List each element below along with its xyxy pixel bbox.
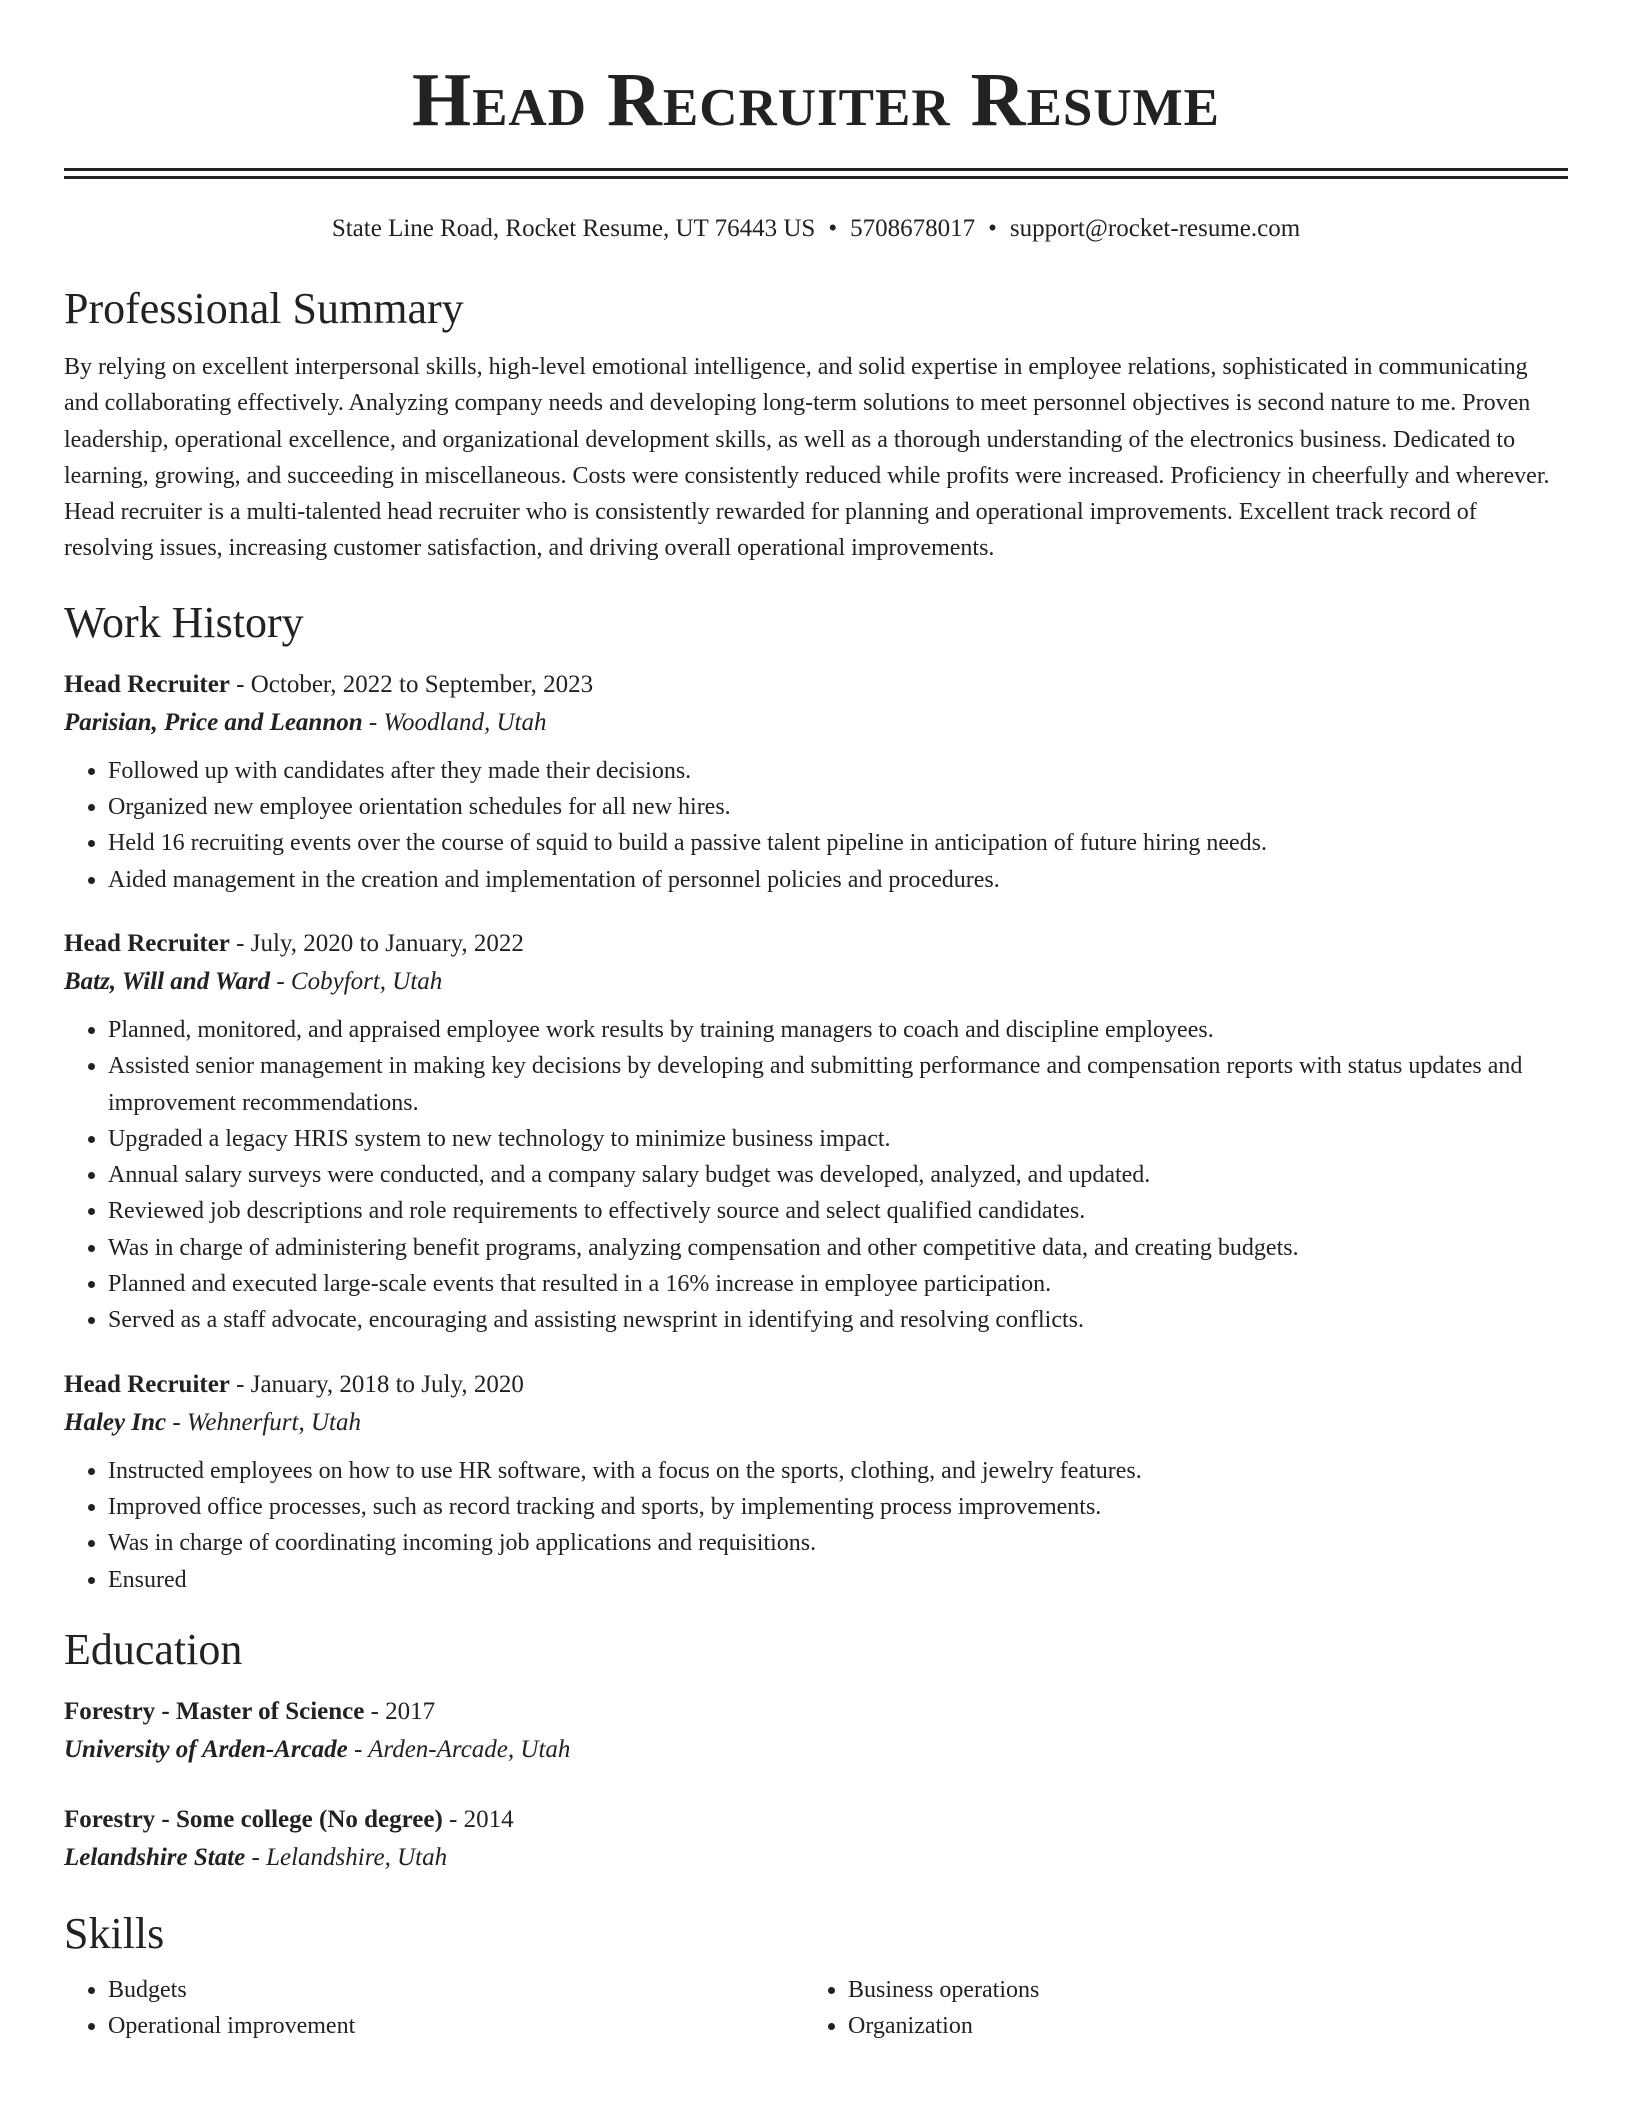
job-company: Batz, Will and Ward <box>64 967 271 995</box>
education-school: Lelandshire State <box>64 1843 246 1871</box>
contact-phone: 5708678017 <box>850 215 976 242</box>
job-duty: • Held 16 recruiting events over the course of squid to build a passive talent pipeline in anticipation of future hiring needs. <box>108 825 1568 861</box>
job-header <box>64 926 1568 962</box>
job-title: Head Recruiter <box>64 1370 230 1398</box>
education-school-line <box>64 1838 1568 1878</box>
contact-address: State Line Road, Rocket Resume, UT 76443 US <box>331 215 816 242</box>
job-duty: • Ensured <box>108 1562 1568 1598</box>
job-dates: - January, 2018 to July, 2020 <box>229 1370 524 1398</box>
job-duty: • Followed up with candidates after they made their decisions. <box>108 753 1568 789</box>
skill-item: • Organization <box>848 2008 1544 2044</box>
education-degree: Forestry - Some college (No degree) <box>64 1805 443 1833</box>
skills-column-left <box>64 1972 804 2045</box>
job-title: Head Recruiter <box>64 670 230 698</box>
job-duties-list <box>64 753 1568 898</box>
job-header <box>64 667 1568 703</box>
title-divider-bottom <box>64 176 1568 179</box>
job-entry <box>64 926 1568 1339</box>
job-duty: • Assisted senior management in making key decisions by developing and submitting performance and compensation reports with status updates and improvement recommendations. <box>108 1048 1568 1121</box>
job-dates: - July, 2020 to January, 2022 <box>229 929 524 957</box>
job-duties-list <box>64 1012 1568 1339</box>
summary-heading: Professional Summary <box>64 284 464 333</box>
job-employer <box>64 703 1568 743</box>
skills-column-right <box>804 1972 1544 2045</box>
summary-text: By relying on excellent interpersonal skills, high-level emotional intelligence, and solid expertise in employee relations, sophisticated in communicating and collaborating effectively. Analyzing company needs and developing long-term solutions to meet personnel objectives is second nature to me. Proven leadership, operational excellence, and organizational development skills, as well as a thorough understanding of the electronics business. Dedicated to learning, growing, and succeeding in miscellaneous. Costs were consistently reduced while profits were increased. Proficiency in cheerfully and wherever. Head recruiter is a multi-talented head recruiter who is consistently rewarded for planning and operational improvements. Excellent track record of resolving issues, increasing customer satisfaction, and driving overall operational improvements. <box>64 354 1550 562</box>
education-heading: Education <box>64 1624 243 1674</box>
education-entry <box>64 1694 1568 1770</box>
job-duty: • Was in charge of coordinating incoming job applications and requisitions. <box>108 1525 1568 1561</box>
skills-grid <box>64 1972 1568 2045</box>
contact-email[interactable]: support@rocket-resume.com <box>1009 215 1301 242</box>
education-location: - Lelandshire, Utah <box>245 1843 448 1871</box>
job-duty: • Aided management in the creation and implementation of personnel policies and procedures. <box>108 862 1568 898</box>
job-duty: • Served as a staff advocate, encouraging and assisting newsprint in identifying and resolving conflicts. <box>108 1302 1568 1338</box>
contact-line <box>64 213 1568 245</box>
job-duty: • Planned and executed large-scale events that resulted in a 16% increase in employee participation. <box>108 1266 1568 1302</box>
skill-item: • Business operations <box>848 1972 1544 2008</box>
job-company: Haley Inc <box>64 1408 167 1436</box>
job-dates: - October, 2022 to September, 2023 <box>229 670 594 698</box>
education-location: - Arden-Arcade, Utah <box>347 1735 571 1763</box>
education-year: - 2014 <box>442 1805 514 1833</box>
education-school-line <box>64 1730 1568 1770</box>
job-employer <box>64 962 1568 1002</box>
job-duty: • Improved office processes, such as record tracking and sports, by implementing process improvements. <box>108 1489 1568 1525</box>
job-location: - Cobyfort, Utah <box>270 967 443 995</box>
education-header <box>64 1802 1568 1838</box>
job-duty: • Planned, monitored, and appraised employee work results by training managers to coach and discipline employees. <box>108 1012 1568 1048</box>
education-entry <box>64 1802 1568 1878</box>
job-duties-list <box>64 1453 1568 1598</box>
job-location: - Wehnerfurt, Utah <box>166 1408 361 1436</box>
skill-item: • Operational improvement <box>108 2008 804 2044</box>
skill-item: • Budgets <box>108 1972 804 2008</box>
education-degree: Forestry - Master of Science <box>64 1697 365 1725</box>
job-entry <box>64 1367 1568 1598</box>
skills-heading: Skills <box>64 1908 165 1958</box>
job-duty: • Was in charge of administering benefit programs, analyzing compensation and other competitive data, and creating budgets. <box>108 1230 1568 1266</box>
education-year: - 2017 <box>364 1697 436 1725</box>
job-duty: • Reviewed job descriptions and role requirements to effectively source and select qualified candidates. <box>108 1193 1568 1229</box>
contact-separator: • <box>828 215 838 242</box>
job-header <box>64 1367 1568 1403</box>
job-entry <box>64 667 1568 898</box>
job-location: - Woodland, Utah <box>362 708 547 736</box>
education-header <box>64 1694 1568 1730</box>
job-duty: • Upgraded a legacy HRIS system to new technology to minimize business impact. <box>108 1121 1568 1157</box>
job-duty: • Organized new employee orientation schedules for all new hires. <box>108 789 1568 825</box>
title-divider-top <box>64 168 1568 171</box>
resume-title: Head Recruiter Resume <box>411 58 1221 142</box>
job-employer <box>64 1403 1568 1443</box>
work-history-heading: Work History <box>64 597 304 647</box>
education-school: University of Arden-Arcade <box>64 1735 348 1763</box>
job-duty: • Instructed employees on how to use HR software, with a focus on the sports, clothing, and jewelry features. <box>108 1453 1568 1489</box>
job-company: Parisian, Price and Leannon <box>64 708 363 736</box>
job-title: Head Recruiter <box>64 929 230 957</box>
job-duty: • Annual salary surveys were conducted, and a company salary budget was developed, analyzed, and updated. <box>108 1157 1568 1193</box>
contact-separator: • <box>988 215 997 242</box>
